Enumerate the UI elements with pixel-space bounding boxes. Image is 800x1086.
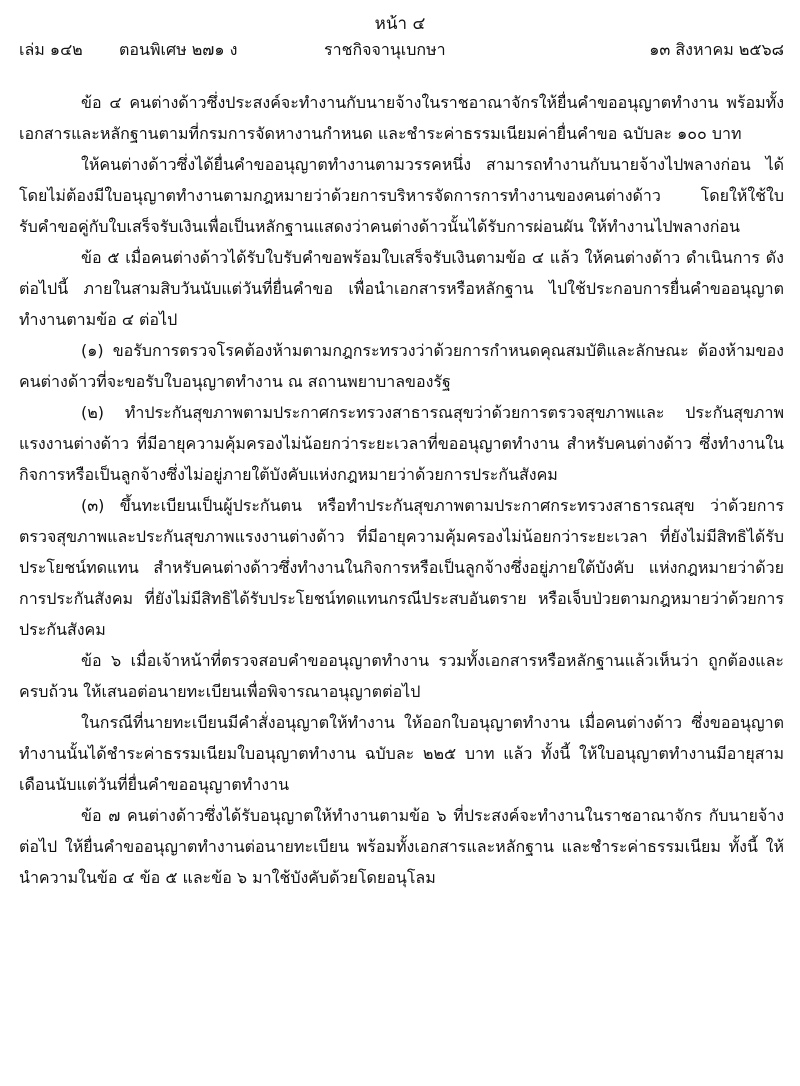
- paragraph-clause-6-second: ในกรณีที่นายทะเบียนมีคำสั่งอนุญาตให้ทำงาน ให้ออกใบอนุญาตทำงาน เมื่อคนต่างด้าว ซึ่งขออนุญาตทำงานนั้นได้ชำระค่าธรรมเนียมใบอนุญาตทำงาน ฉบับละ ๒๒๕ บาท แล้ว ทั้งนี้ ให้ใบอนุญาตทำงานมีอายุสามเดือนนับแต่วันที่ยื่นคำขออนุญาตทำงาน: [19, 713, 784, 794]
- gazette-title: ราชกิจจานุเบกษา: [324, 40, 446, 59]
- document-body: [19, 87, 784, 893]
- paragraph-clause-6: ข้อ ๖ เมื่อเจ้าหน้าที่ตรวจสอบคำขออนุญาตทำงาน รวมทั้งเอกสารหรือหลักฐานแล้วเห็นว่า ถูกต้องและครบถ้วน ให้เสนอต่อนายทะเบียนเพื่อพิจารณาอนุญาตต่อไป: [19, 651, 784, 701]
- publication-date: ๑๓ สิงหาคม ๒๕๖๘: [649, 40, 784, 59]
- gazette-header: [19, 38, 784, 62]
- paragraph-clause-4: ข้อ ๔ คนต่างด้าวซึ่งประสงค์จะทำงานกับนายจ้างในราชอาณาจักรให้ยื่นคำขออนุญาตทำงาน พร้อมทั้งเอกสารและหลักฐานตามที่กรมการจัดหางานกำหนด และชำระค่าธรรมเนียมค่ายื่นคำขอ ฉบับละ ๑๐๐ บาท: [19, 93, 784, 143]
- paragraph-clause-5-item-3: (๓) ขึ้นทะเบียนเป็นผู้ประกันตน หรือทำประกันสุขภาพตามประกาศกระทรวงสาธารณสุข ว่าด้วยการตรวจสุขภาพและประกันสุขภาพแรงงานต่างด้าว ที่มีอายุความคุ้มครองไม่น้อยกว่าระยะเวลา ที่ยังไม่มีสิทธิได้รับประโยชน์ทดแทน สำหรับคนต่างด้าวซึ่งทำงานในกิจการหรือเป็นลูกจ้างซึ่งอยู่ภายใต้บังคับ แห่งกฎหมายว่าด้วยการประกันสังคม ที่ยังไม่มีสิทธิได้รับประโยชน์ทดแทนกรณีประสบอันตราย หรือเจ็บป่วยตามกฎหมายว่าด้วยการประกันสังคม: [19, 496, 784, 639]
- issue-number: ตอนพิเศษ ๒๗๑ ง: [119, 40, 238, 59]
- page-number: หน้า ๔: [374, 14, 426, 34]
- volume-number: เล่ม ๑๔๒: [19, 40, 83, 59]
- paragraph-clause-4-second: ให้คนต่างด้าวซึ่งได้ยื่นคำขออนุญาตทำงานตามวรรคหนึ่ง สามารถทำงานกับนายจ้างไปพลางก่อน ได้โดยไม่ต้องมีใบอนุญาตทำงานตามกฎหมายว่าด้วยการบริหารจัดการการทำงานของคนต่างด้าว โดยให้ใช้ใบรับคำขอคู่กับใบเสร็จรับเงินเพื่อเป็นหลักฐานแสดงว่าคนต่างด้าวนั้นได้รับการผ่อนผัน ให้ทำงานไปพลางก่อน: [19, 155, 784, 236]
- paragraph-clause-5: ข้อ ๕ เมื่อคนต่างด้าวได้รับใบรับคำขอพร้อมใบเสร็จรับเงินตามข้อ ๔ แล้ว ให้คนต่างด้าว ดำเนินการ ดังต่อไปนี้ ภายในสามสิบวันนับแต่วันที่ยื่นคำขอ เพื่อนำเอกสารหรือหลักฐาน ไปใช้ประกอบการยื่นคำขออนุญาตทำงานตามข้อ ๔ ต่อไป: [19, 248, 784, 329]
- paragraph-clause-5-item-2: (๒) ทำประกันสุขภาพตามประกาศกระทรวงสาธารณสุขว่าด้วยการตรวจสุขภาพและ ประกันสุขภาพแรงงานต่างด้าว ที่มีอายุความคุ้มครองไม่น้อยกว่าระยะเวลาที่ขออนุญาตทำงาน สำหรับคนต่างด้าว ซึ่งทำงานในกิจการหรือเป็นลูกจ้างซึ่งไม่อยู่ภายใต้บังคับแห่งกฎหมายว่าด้วยการประกันสังคม: [19, 403, 784, 484]
- paragraph-clause-5-item-1: (๑) ขอรับการตรวจโรคต้องห้ามตามกฎกระทรวงว่าด้วยการกำหนดคุณสมบัติและลักษณะ ต้องห้ามของคนต่างด้าวที่จะขอรับใบอนุญาตทำงาน ณ สถานพยาบาลของรัฐ: [19, 341, 784, 391]
- paragraph-clause-7: ข้อ ๗ คนต่างด้าวซึ่งได้รับอนุญาตให้ทำงานตามข้อ ๖ ที่ประสงค์จะทำงานในราชอาณาจักร กับนายจ้างต่อไป ให้ยื่นคำขออนุญาตทำงานต่อนายทะเบียน พร้อมทั้งเอกสารและหลักฐาน และชำระค่าธรรมเนียม ทั้งนี้ ให้นำความในข้อ ๔ ข้อ ๕ และข้อ ๖ มาใช้บังคับด้วยโดยอนุโลม: [19, 806, 784, 887]
